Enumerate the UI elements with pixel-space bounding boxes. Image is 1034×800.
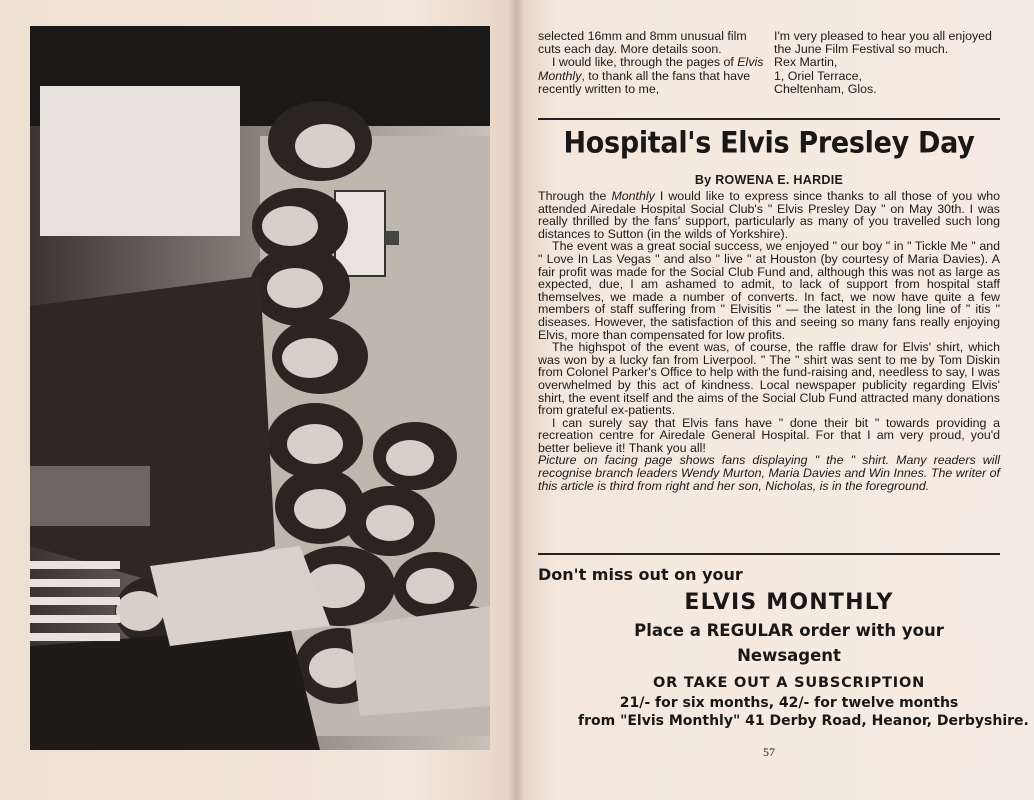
advert-line-3: Place a REGULAR order with your: [634, 621, 944, 640]
letter-text-2: I would like, through the pages of Elvis Monthly, to thank all the fans that have recently written to me,: [538, 55, 764, 96]
group-photo: [30, 26, 490, 750]
letter-column-2: [774, 30, 1000, 96]
article-headline: Hospital's Elvis Presley Day: [563, 126, 975, 161]
advert-prices: 21/- for six months, 42/- for twelve months: [619, 695, 959, 711]
subscription-advert: [538, 565, 1029, 729]
letter-text-1: selected 16mm and 8mm unusual film cuts each day. More details soon.: [538, 29, 747, 57]
article-paragraph-3: The highspot of the event was, of course, the raffle draw for Elvis' shirt, which was won by a lucky fan from Liverpool. " The " shirt was sent to me by Tom Diskin from Colonel Parker's Office to help with the fund-raising and, needless to say, I was overwhelmed by this act of kindness. Local newspaper publicity regarding Elvis' shirt, the event itself and the aims of the Social Club Fund attracted many donations from grateful ex-patients.: [538, 340, 1000, 418]
signature-name: Rex Martin,: [774, 55, 838, 70]
signature-address-1: 1, Oriel Terrace,: [774, 68, 862, 83]
page-number: 57: [763, 745, 775, 759]
article-paragraph-1: Through the Monthly I would like to express since thanks to all those of you who attended Airedale Hospital Social Club's " Elvis Presley Day " on May 30th. I was really thrilled by the fans' support, particularly as many of you travelled such long distances to Sutton (in the wilds of Yorkshire).: [538, 189, 1000, 241]
advert-line-5: OR TAKE OUT A SUBSCRIPTION: [652, 675, 926, 691]
left-page: [0, 0, 515, 800]
top-divider: [538, 118, 1000, 120]
advert-title: ELVIS MONTHLY: [684, 590, 894, 615]
book-gutter: [508, 0, 524, 800]
photo-caption: Picture on facing page shows fans displaying " the " shirt. Many readers will recognise branch leaders Wendy Murton, Maria Davies and Win Innes. The writer of this article is third from right and her son, Nicholas, is in the foreground.: [538, 453, 1000, 493]
article-body: [538, 190, 1000, 492]
photo-illustration: [30, 26, 490, 750]
signature-address-2: Cheltenham, Glos.: [774, 81, 877, 96]
letter-column-1: [538, 30, 764, 96]
advert-address: from "Elvis Monthly" 41 Derby Road, Heanor, Derbyshire.: [578, 713, 1029, 729]
letter-text-3: I'm very pleased to hear you all enjoyed the June Film Festival so much.: [774, 29, 992, 57]
article-byline: By ROWENA E. HARDIE: [694, 173, 844, 187]
bottom-divider: [538, 553, 1000, 555]
article-paragraph-4: I can surely say that Elvis fans have " done their bit " towards providing a recreation centre for Airedale General Hospital. For that I am very proud, you'd better believe it! Thank you all!: [538, 415, 1000, 455]
advert-line-1: Don't miss out on your: [538, 565, 743, 584]
advert-line-4: Newsagent: [737, 646, 841, 665]
article-paragraph-2: The event was a great social success, we enjoyed " our boy " in " Tickle Me " and " Love In Las Vegas " and also " live " at Houston (by courtesy of Maria Davies). A fair profit was made for the Social Club Fund and, although this was not as large as expected, due, I am ashamed to admit, to lack of support from hospital staff themselves, we made a number of converts. In fact, we now have quite a few members of staff suffering from " Elvisitis " — the latest in the long line of " itis " diseases. However, the satisfaction of this and seeing so many fans really enjoying Elvis, more than compensated for low profits.: [538, 239, 1000, 342]
letter-columns: [538, 30, 1000, 96]
